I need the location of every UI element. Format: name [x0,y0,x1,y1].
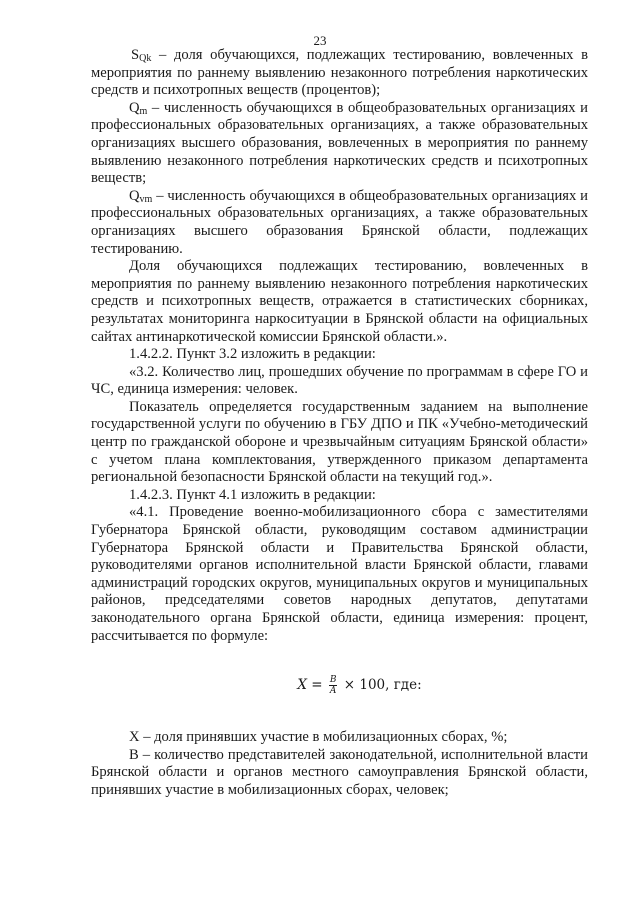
definition-b: B – количество представителей законодательной, исполнительной власти Брянской области и органов местного самоуправления Брянской области, принявших участие в мобилизационных сборах, человек; [91,746,588,798]
definition-text: – численность обучающихся в общеобразовательных организациях и профессиональных образовательных организациях, а также образовательных организациях высшего образования, вовлеченных в мероприятия по раннему выявлению незаконного потребления наркотических средств и психотропных веществ; [91,99,588,187]
paragraph-share-source: Доля обучающихся подлежащих тестированию, вовлеченных в мероприятия по раннему выявлению незаконного потребления наркотических средств и психотропных веществ, отражается в статистических сборниках, результатах мониторинга наркоситуации в Брянской области на официальных сайтах антинаркотической комиссии Брянской области.». [91,258,588,345]
formula [91,675,588,696]
symbol: S [131,47,140,63]
definition-s-qk [91,47,588,100]
paragraph-point-41: «4.1. Проведение военно-мобилизационного сбора с заместителями Губернатора Брянской области, руководящим составом администрации Губернатора Брянской области и Правительства Брянской области, руководителями органов исполнительной власти Брянской области, главами администраций городских округов, муниципальных округов и муниципальных районов, председателями советов народных депутатов, депутатами законодательного органа Брянской области, единица измерения: процент, рассчитывается по формуле: [91,504,588,644]
symbol-subscript: m [139,105,148,117]
paragraph-point-32: «3.2. Количество лиц, прошедших обучение по программам в сфере ГО и ЧС, единица измерения: человек. [91,363,588,398]
formula-fraction [329,675,338,696]
paragraph-item-1423: 1.4.2.3. Пункт 4.1 изложить в редакции: [129,486,376,503]
symbol: Q [129,99,140,116]
formula-rhs: × 100, где: [343,677,422,694]
document-body [91,47,588,800]
symbol: Q [129,187,140,204]
definition-q-m [91,100,588,188]
paragraph-point-32-indicator: Показатель определяется государственным заданием на выполнение государственной услуги по обучению в ГБУ ДПО и ПК «Учебно-методический центр по гражданской обороне и чрезвычайным ситуациям Брянской области» с учетом плана комплектования, утвержденного приказом департамента региональной безопасности Брянской области на текущий год.». [91,398,588,486]
page-number: 23 [313,33,327,48]
definition-q-vm [91,188,588,258]
formula-numerator: B [329,675,337,686]
formula-denominator: A [329,686,337,697]
paragraph-item-1422: 1.4.2.2. Пункт 3.2 изложить в редакции: [129,346,376,363]
symbol-subscript: Qk [139,53,152,64]
definition-x: X – доля принявших участие в мобилизационных сборах, %; [129,729,508,746]
symbol-subscript: vm [139,193,153,205]
formula-lhs: X = [297,677,323,694]
definition-text: – доля обучающихся, подлежащих тестированию, вовлеченных в мероприятия по раннему выявлению незаконного потребления наркотических средств и психотропных веществ (процентов); [91,47,588,99]
definition-text: – численность обучающихся в общеобразовательных организациях и профессиональных образовательных организациях, а также образовательных организациях высшего образования Брянской области, подлежащих тестированию. [91,187,588,257]
